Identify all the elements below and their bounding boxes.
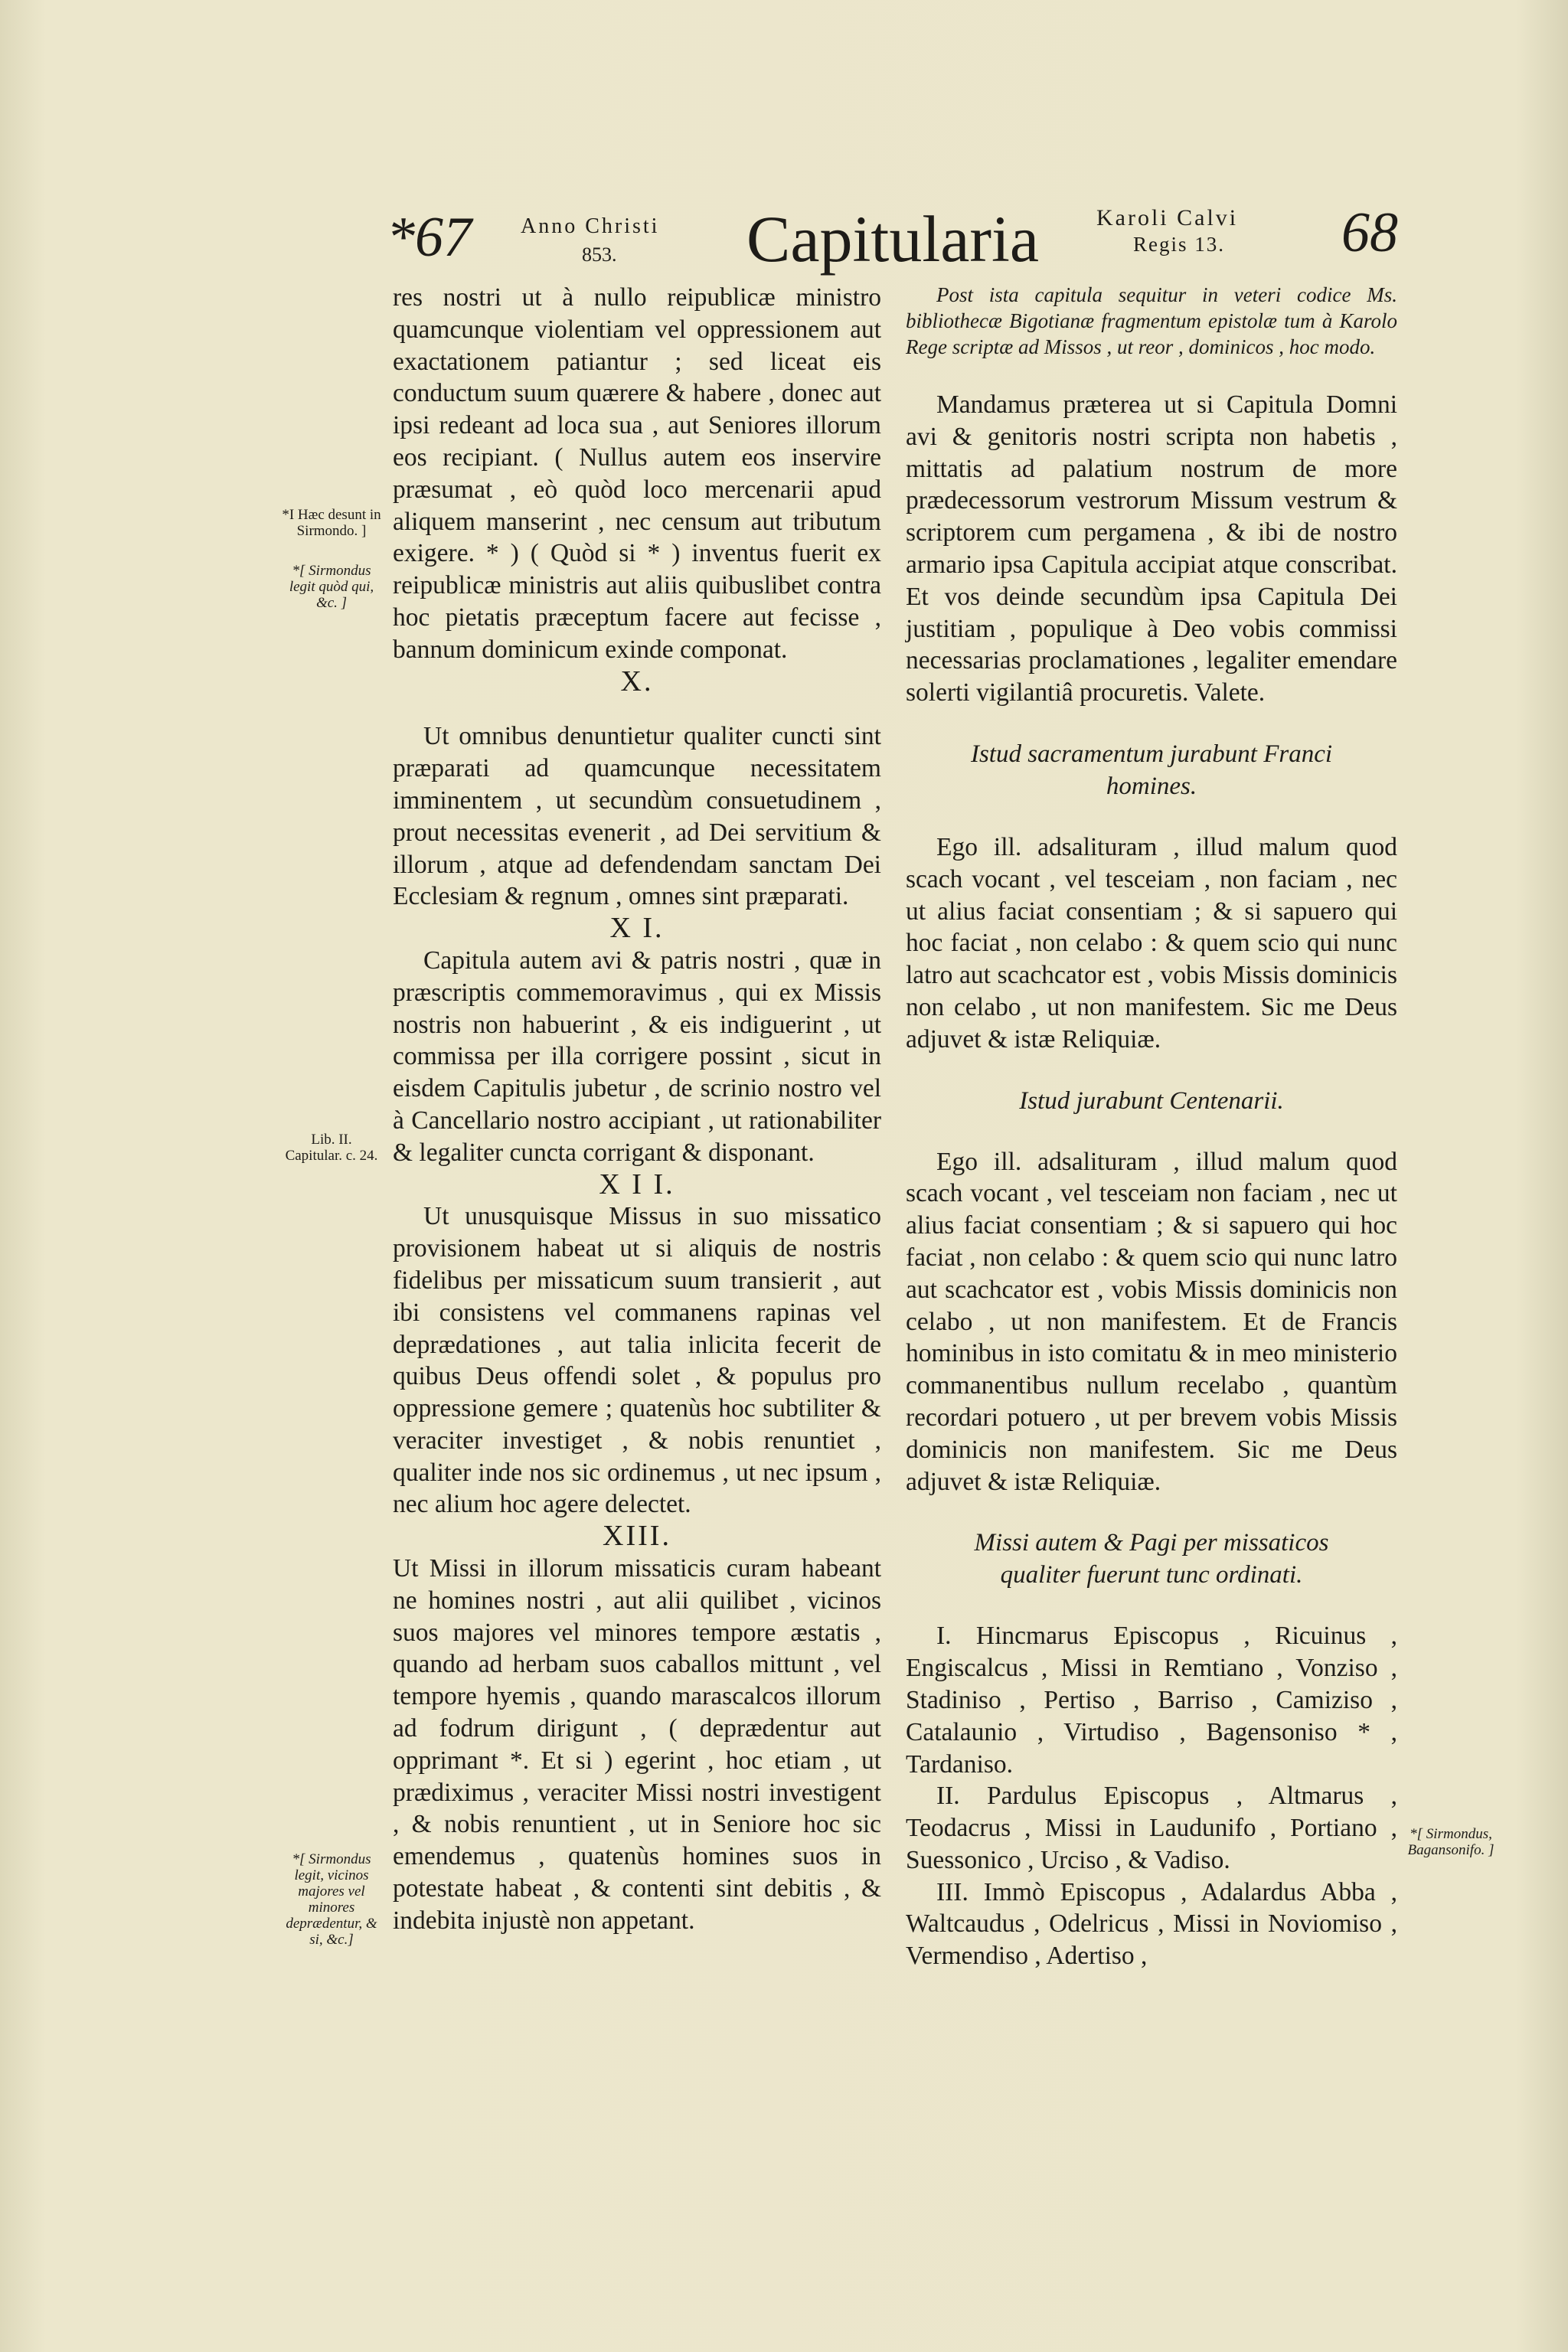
- oath-heading: Istud jurabunt Centenarii.: [1019, 1086, 1284, 1115]
- section-heading: Missi autem & Pagi per missaticos qualiter fuerunt tunc ordinati.: [974, 1529, 1329, 1589]
- paragraph: Ego ill. adsalituram , illud malum quod scach vocant , vel tesceiam , non faciam , nec ut alius faciat consentiam ; & si sapuero qui hoc faciat , non celabo : & quem scio qui nunc latro aut scachcator est , vobis Missis dominicis non celabo , ut non manifestem. Sic me Deus adjuvet & istæ Reliquiæ.: [906, 832, 1397, 1054]
- margin-note: *[ Sirmondus legit quòd qui, &c. ]: [289, 563, 374, 611]
- margin-note: *[ Sirmondus legit, vicinos majores vel minores deprædentur, & si, &c.]: [286, 1851, 377, 1948]
- section-number: XIII.: [603, 1520, 671, 1553]
- running-head-regis: Regis 13.: [1133, 233, 1226, 256]
- paragraph: Capitula autem avi & patris nostri , quæ in præscriptis commemoravimus , qui ex Missis nostris non habuerint , & eis indiguerint , ut commissa per illa corrigere possint , sicut in eisdem Capitulis jubetur , de scrinio nostro vel à Cancellario nostro accipiant , ut rationabiliter & legaliter cuncta corrigant & disponant.: [393, 946, 881, 1167]
- list-item: II. Pardulus Episcopus , Altmarus , Teodacrus , Missi in Laudunifo , Portiano , Suessonico , Urciso , & Vadiso.: [906, 1782, 1397, 1874]
- section-number: X I I.: [599, 1168, 675, 1200]
- right-column: [906, 282, 1397, 1972]
- margin-note: *I Hæc desunt in Sirmondo. ]: [282, 507, 381, 539]
- list-item: III. Immò Episcopus , Adalardus Abba , Waltcaudus , Odelricus , Missi in Noviomiso , Vermendiso , Adertiso ,: [906, 1877, 1397, 1971]
- margin-note: *[ Sirmondus, Bagansonifo. ]: [1407, 1826, 1494, 1858]
- paragraph: Ego ill. adsalituram , illud malum quod scach vocant , vel tesceiam non faciam , nec ut alius faciat consentiam ; & si sapuero qui hoc faciat , non celabo : & quem scio qui nunc latro aut scachcator est , vobis Missis dominicis non celabo , ut non manifestem. Et de Francis hominibus in isto comitatu & in meo ministerio commanentibus nullum recelabo , quantùm recordari potuero , ut per brevem vobis Missis dominicis non manifestem. Sic me Deus adjuvet & istæ Reliquiæ.: [906, 1147, 1397, 1496]
- paragraph: Ut omnibus denuntietur qualiter cuncti sint præparati ad quamcunque necessitatem imminentem , ut secundùm consuetudinem , prout necessitas evenerit , ad Dei servitium & illorum , atque ad defendendam sanctam Dei Ecclesiam & regnum , omnes sint præparati.: [393, 722, 881, 911]
- running-head-year: 853.: [582, 243, 617, 266]
- paragraph: Mandamus præterea ut si Capitula Domni avi & genitoris nostri scripta non habetis , mittatis ad palatium nostrum de more prædecessorum vestrorum Missum vestrum & scriptorem cum pergamena , & ibi de nostro armario ipsa Capitula accipiat atque conscribat. Et vos deinde secundùm ipsa Capitula Dei justitiam , populique à Deo vobis commissi necessarias proclamationes , legaliter emendare solerti vigilantiâ procuretis. Valete.: [906, 390, 1397, 707]
- paragraph: Ut unusquisque Missus in suo missatico provisionem habeat ut si aliquis de nostris fidelibus per missaticum suum transierit , aut ibi consistens vel commanens rapinas vel deprædationes , aut talia inlicita fecerit de quibus Deus offendi solet , & populus pro oppressione gemere ; quatenùs hoc subtiliter & veraciter investiget , & nobis renuntiet , qualiter inde nos sic ordinemus , ut nec ipsum , nec alium hoc agere delectet.: [393, 1202, 881, 1519]
- section-number: X.: [620, 665, 654, 697]
- oath-heading: Istud sacramentum jurabunt Franci homines.: [970, 740, 1333, 800]
- section-number: X I.: [609, 912, 665, 945]
- list-item: I. Hincmarus Episcopus , Ricuinus , Engiscalcus , Missi in Remtiano , Vonziso , Stadiniso , Pertiso , Barriso , Camiziso , Catalaunio , Virtudiso , Bagensoniso * , Tardaniso.: [906, 1622, 1397, 1779]
- right-page-number: 68: [1341, 201, 1398, 264]
- running-head-karoli: Karoli Calvi: [1096, 205, 1239, 230]
- running-head-anno: Anno Christi: [521, 214, 660, 238]
- running-head-title: Capitularia: [746, 202, 1040, 276]
- left-column: [393, 282, 881, 1937]
- left-page-number: *67: [387, 206, 472, 269]
- margin-note: Lib. II. Capitular. c. 24.: [285, 1132, 378, 1164]
- paragraph: res nostri ut à nullo reipublicæ ministro quamcunque violentiam vel oppressionem aut exactationem patiantur ; sed liceat eis conductum suum quærere & habere , donec aut ipsi redeant ad loca sua , aut Seniores illorum eos recipiant. ( Nullus autem eos inservire præsumat , eò quòd loco mercenarii apud aliquem manserint , nec censum aut tributum exigere. * ) ( Quòd si * ) inventus fuerit ex reipublicæ ministris aut aliis quibuslibet contra hoc pietatis præceptum facere aut fecisse , bannum dominicum exinde componat.: [393, 283, 881, 664]
- editorial-note: Post ista capitula sequitur in veteri codice Ms. bibliothecæ Bigotianæ fragmentum epistolæ tum à Karolo Rege scriptæ ad Missos , ut reor , dominicos , hoc modo.: [906, 283, 1397, 358]
- paragraph: Ut Missi in illorum missaticis curam habeant ne homines nostri , aut alii quilibet , vicinos suos majores vel minores tempore æstatis , quando ad herbam suos caballos mittunt , vel tempore hyemis , quando marascalcos illorum ad fodrum dirigunt , ( deprædentur aut opprimant *. Et si ) egerint , hoc etiam , ut prædiximus , veraciter Missi nostri investigent , & nobis renuntient , ut in Seniore hoc sic emendemus , quatenùs homines suos in potestate habeat , & contenti sint debitis , & indebita injustè non appetant.: [393, 1554, 881, 1935]
